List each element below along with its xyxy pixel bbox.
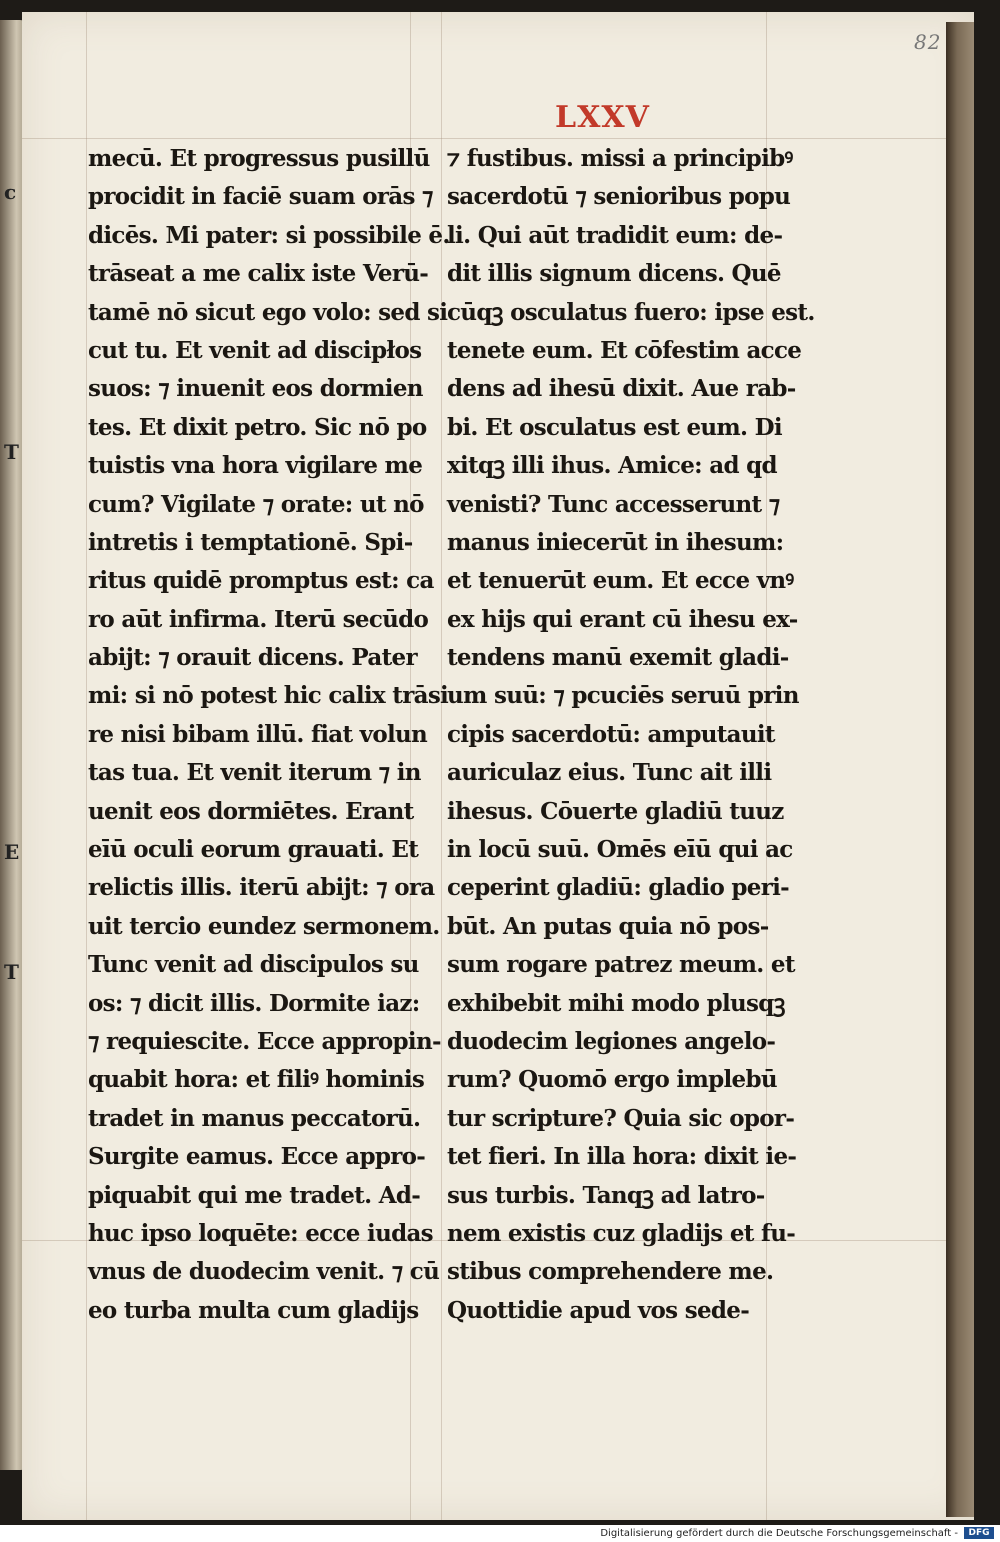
- text-line: cut tu. Et venit ad discipłos: [88, 336, 422, 364]
- page-edge-shadow: [946, 22, 974, 1517]
- text-line: procidit in faciē suam orās ⁊: [88, 183, 433, 211]
- text-line: intretis i temptationē. Spi-: [88, 528, 413, 556]
- prev-page-glyph: c: [4, 180, 17, 204]
- text-line: ihesus. Cōuerte gladiū tuuz: [447, 797, 784, 825]
- text-line: ro aūt infirma. Iterū secūdo: [88, 605, 429, 633]
- text-line: sum rogare patrez meum. et: [447, 951, 795, 979]
- prev-page-glyph: T: [4, 440, 19, 464]
- text-column-right: [447, 140, 815, 1330]
- text-line: duodecim legiones angelo-: [447, 1027, 776, 1055]
- footer-credit: Digitalisierung gefördert durch die Deutsche Forschungsgemeinschaft -: [600, 1528, 958, 1539]
- text-line: re nisi bibam illū. fiat volun: [88, 720, 428, 748]
- ruling-line: [86, 12, 87, 1520]
- text-line: li. Qui aūt tradidit eum: de-: [447, 221, 783, 249]
- text-line: venisti? Tunc accesserunt ⁊: [447, 490, 780, 518]
- text-line: dicēs. Mi pater: si possibile ē.: [88, 221, 450, 249]
- text-line: auriculaz eius. Tunc ait illi: [447, 759, 772, 787]
- text-line: uit tercio eundez sermonem.: [88, 912, 440, 940]
- text-line: mi: si nō potest hic calix trāsi: [88, 682, 449, 710]
- text-line: manus iniecerūt in ihesum:: [447, 528, 784, 556]
- text-line: tamē nō sicut ego volo: sed si: [88, 298, 448, 326]
- text-line: bi. Et osculatus est eum. Di: [447, 413, 782, 441]
- text-line: tur scripture? Quia sic opor-: [447, 1104, 795, 1132]
- text-line: vnus de duodecim venit. ⁊ cū: [88, 1258, 440, 1286]
- text-line: suos: ⁊ inuenit eos dormien: [88, 375, 423, 403]
- text-line: ex hijs qui erant cū ihesu ex-: [447, 605, 798, 633]
- text-line: būt. An putas quia nō pos-: [447, 912, 769, 940]
- text-line: tet fieri. In illa hora: dixit ie-: [447, 1143, 797, 1171]
- text-line: sus turbis. Tanqꝫ ad latro-: [447, 1181, 765, 1209]
- text-line: tuistis vna hora vigilare me: [88, 452, 423, 480]
- ruling-line: [22, 138, 946, 139]
- text-line: tradet in manus peccatorū.: [88, 1104, 421, 1132]
- text-line: ritus quidē promptus est: ca: [88, 567, 434, 595]
- text-line: nem existis cuz gladijs et fu-: [447, 1219, 796, 1247]
- text-line: uenit eos dormiētes. Erant: [88, 797, 414, 825]
- text-line: mecū. Et progressus pusillū: [88, 145, 430, 172]
- running-head: LXXV: [555, 100, 650, 135]
- text-line: cūqꝫ osculatus fuero: ipse est.: [447, 298, 815, 326]
- text-line: sacerdotū ⁊ senioribus popu: [447, 183, 791, 211]
- text-line: cipis sacerdotū: amputauit: [447, 720, 775, 748]
- text-line: ⁊ fustibus. missi a principibꝰ: [447, 145, 793, 172]
- text-line: xitqꝫ illi ihus. Amice: ad qd: [447, 452, 777, 480]
- text-line: rum? Quomō ergo implebū: [447, 1066, 777, 1094]
- text-line: tes. Et dixit petro. Sic nō po: [88, 413, 427, 441]
- text-line: quabit hora: et filiꝰ hominis: [88, 1066, 425, 1094]
- text-line: huc ipso loquēte: ecce iudas: [88, 1219, 433, 1247]
- text-line: tenete eum. Et cōfestim acce: [447, 336, 802, 364]
- text-line: relictis illis. iterū abijt: ⁊ ora: [88, 874, 435, 902]
- text-line: Tunc venit ad discipulos su: [88, 951, 419, 979]
- text-line: Surgite eamus. Ecce appro-: [88, 1143, 426, 1171]
- text-line: eo turba multa cum gladijs: [88, 1296, 419, 1324]
- text-line: dens ad ihesū dixit. Aue rab-: [447, 375, 796, 403]
- text-column-left: [88, 140, 450, 1330]
- text-line: eīū oculi eorum grauati. Et: [88, 836, 419, 864]
- text-line: et tenuerūt eum. Et ecce vnꝰ: [447, 567, 794, 595]
- prev-page-glyph: T: [4, 960, 19, 984]
- text-line: os: ⁊ dicit illis. Dormite iaz:: [88, 989, 420, 1017]
- dfg-logo: DFG: [964, 1527, 994, 1539]
- prev-page-glyph: E: [4, 840, 20, 864]
- text-line: piquabit qui me tradet. Ad-: [88, 1181, 421, 1209]
- text-line: Quottidie apud vos sede-: [447, 1296, 750, 1324]
- text-line: dit illis signum dicens. Quē: [447, 260, 781, 288]
- text-line: cum? Vigilate ⁊ orate: ut nō: [88, 490, 424, 518]
- text-line: tendens manū exemit gladi-: [447, 644, 789, 672]
- text-line: tas tua. Et venit iterum ⁊ in: [88, 759, 421, 787]
- text-line: in locū suū. Omēs eīū qui ac: [447, 836, 793, 864]
- text-line: stibus comprehendere me.: [447, 1258, 774, 1286]
- text-line: um suū: ⁊ pcuciēs seruū prin: [447, 682, 799, 710]
- text-line: abijt: ⁊ orauit dicens. Pater: [88, 644, 417, 672]
- text-line: ⁊ requiescite. Ecce appropin-: [88, 1027, 441, 1055]
- text-line: exhibebit mihi modo plusqꝫ: [447, 989, 785, 1017]
- text-line: ceperint gladiū: gladio peri-: [447, 874, 790, 902]
- text-line: trāseat a me calix iste Verū-: [88, 260, 429, 288]
- folio-number: 82: [914, 30, 942, 54]
